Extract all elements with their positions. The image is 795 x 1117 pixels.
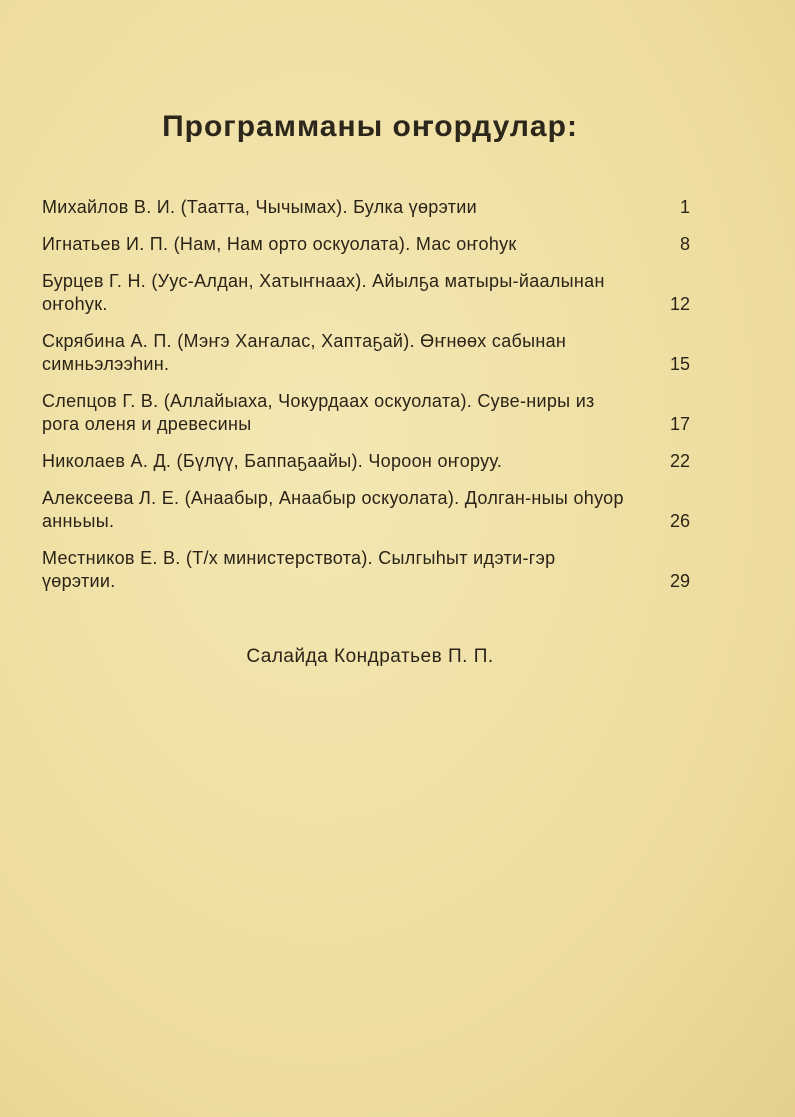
entry-page: 29	[669, 571, 690, 591]
entry-text: Слепцов Г. В. (Аллайыаха, Чокурдаах оскуолата). Суве-ниры из рога оленя и древесины	[42, 391, 595, 434]
entry-text: Бурцев Г. Н. (Уус-Алдан, Хатыҥнаах). Айылҕа матыры-йаалынан оҥоһук.	[42, 271, 605, 314]
supervisor-credit: Салайда Кондратьев П. П.	[246, 646, 494, 667]
entry-page: 1	[679, 197, 690, 217]
entry-text: Алексеева Л. Е. (Анаабыр, Анаабыр оскуолата). Долган-ныы оһуор анньыы.	[42, 488, 624, 531]
entry-text: Местников Е. В. (Т/х министерствота). Сылгыһыт идэти-гэр үөрэтии.	[42, 548, 556, 591]
toc-entry	[42, 196, 690, 219]
toc-entry	[42, 390, 690, 436]
toc-entry	[42, 270, 690, 316]
toc-entry	[42, 233, 690, 256]
entry-text: Николаев А. Д. (Бүлүү, Баппаҕаайы). Чороон оҥоруу.	[42, 451, 503, 471]
page-title: Программаны оҥордулар:	[162, 110, 578, 143]
entry-page: 22	[669, 451, 690, 471]
entry-page: 17	[669, 414, 690, 434]
entry-page: 8	[679, 234, 690, 254]
entry-page: 15	[669, 354, 690, 374]
entry-text: Михайлов В. И. (Таатта, Чычымах). Булка үөрэтии	[42, 197, 477, 217]
toc-entry	[42, 487, 690, 533]
toc-entry	[42, 547, 690, 593]
table-of-contents	[42, 196, 690, 607]
toc-entry	[42, 330, 690, 376]
entry-text: Игнатьев И. П. (Нам, Нам орто оскуолата). Мас оҥоһук	[42, 234, 517, 254]
entry-text: Скрябина А. П. (Мэҥэ Хаҥалас, Хаптаҕай). Өҥнөөх сабынан симньэлээһин.	[42, 331, 567, 374]
entry-page: 12	[669, 294, 690, 314]
entry-page: 26	[669, 511, 690, 531]
toc-entry	[42, 450, 690, 473]
